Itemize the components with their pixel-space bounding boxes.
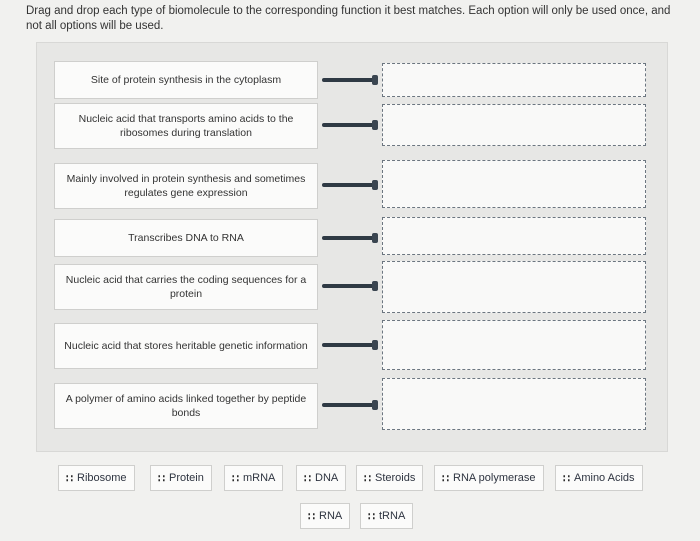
option-tile-ribosome[interactable] (58, 465, 135, 491)
prompt-box: Nucleic acid that stores heritable genetic information (54, 323, 318, 369)
option-label: DNA (315, 472, 339, 484)
connector-line (322, 284, 376, 288)
option-label: tRNA (379, 510, 406, 522)
prompt-box: Site of protein synthesis in the cytoplasm (54, 61, 318, 99)
prompt-box: Nucleic acid that carries the coding sequences for a protein (54, 264, 318, 310)
option-label: RNA (319, 510, 343, 522)
connector-line (322, 403, 376, 407)
match-row (54, 219, 652, 259)
option-tile-protein[interactable] (150, 465, 212, 491)
drop-target[interactable] (382, 63, 646, 97)
drop-target[interactable] (382, 160, 646, 208)
drag-handle-icon: ∷ (442, 472, 448, 485)
option-tile-trna[interactable] (360, 503, 413, 529)
drop-target[interactable] (382, 261, 646, 313)
drop-target[interactable] (382, 378, 646, 430)
connector-knob (372, 400, 378, 410)
drag-handle-icon: ∷ (66, 472, 72, 485)
option-tile-dna[interactable] (296, 465, 346, 491)
option-tile-rna[interactable] (300, 503, 350, 529)
prompt-box: Nucleic acid that transports amino acids to the ribosomes during translation (54, 103, 318, 149)
option-tile-mrna[interactable] (224, 465, 283, 491)
match-row (54, 326, 652, 366)
match-row (54, 61, 652, 101)
option-label: Amino Acids (574, 472, 635, 484)
option-label: mRNA (243, 472, 276, 484)
drag-handle-icon: ∷ (368, 510, 374, 523)
drop-target[interactable] (382, 104, 646, 146)
option-tile-amino-acids[interactable] (555, 465, 643, 491)
option-tile-steroids[interactable] (356, 465, 423, 491)
option-label: RNA polymerase (453, 472, 536, 484)
match-row (54, 106, 652, 146)
match-row (54, 267, 652, 307)
connector-knob (372, 120, 378, 130)
match-row (54, 166, 652, 206)
connector-line (322, 236, 376, 240)
drag-handle-icon: ∷ (304, 472, 310, 485)
connector-line (322, 78, 376, 82)
drop-target[interactable] (382, 217, 646, 255)
option-tile-rna-polymerase[interactable] (434, 465, 544, 491)
connector-line (322, 123, 376, 127)
connector-knob (372, 180, 378, 190)
connector-line (322, 183, 376, 187)
drag-handle-icon: ∷ (364, 472, 370, 485)
connector-knob (372, 75, 378, 85)
instructions-text: Drag and drop each type of biomolecule to the corresponding function it best matches. Each option will only be used once, and not all options will be used. (26, 5, 671, 32)
connector-knob (372, 233, 378, 243)
drag-handle-icon: ∷ (308, 510, 314, 523)
connector-line (322, 343, 376, 347)
option-label: Steroids (375, 472, 416, 484)
drag-handle-icon: ∷ (232, 472, 238, 485)
prompt-box: A polymer of amino acids linked together by peptide bonds (54, 383, 318, 429)
match-row (54, 386, 652, 426)
prompt-box: Mainly involved in protein synthesis and sometimes regulates gene expression (54, 163, 318, 209)
drag-handle-icon: ∷ (158, 472, 164, 485)
drag-handle-icon: ∷ (563, 472, 569, 485)
option-label: Ribosome (77, 472, 127, 484)
connector-knob (372, 281, 378, 291)
prompt-box: Transcribes DNA to RNA (54, 219, 318, 257)
drop-target[interactable] (382, 320, 646, 370)
option-label: Protein (169, 472, 204, 484)
connector-knob (372, 340, 378, 350)
